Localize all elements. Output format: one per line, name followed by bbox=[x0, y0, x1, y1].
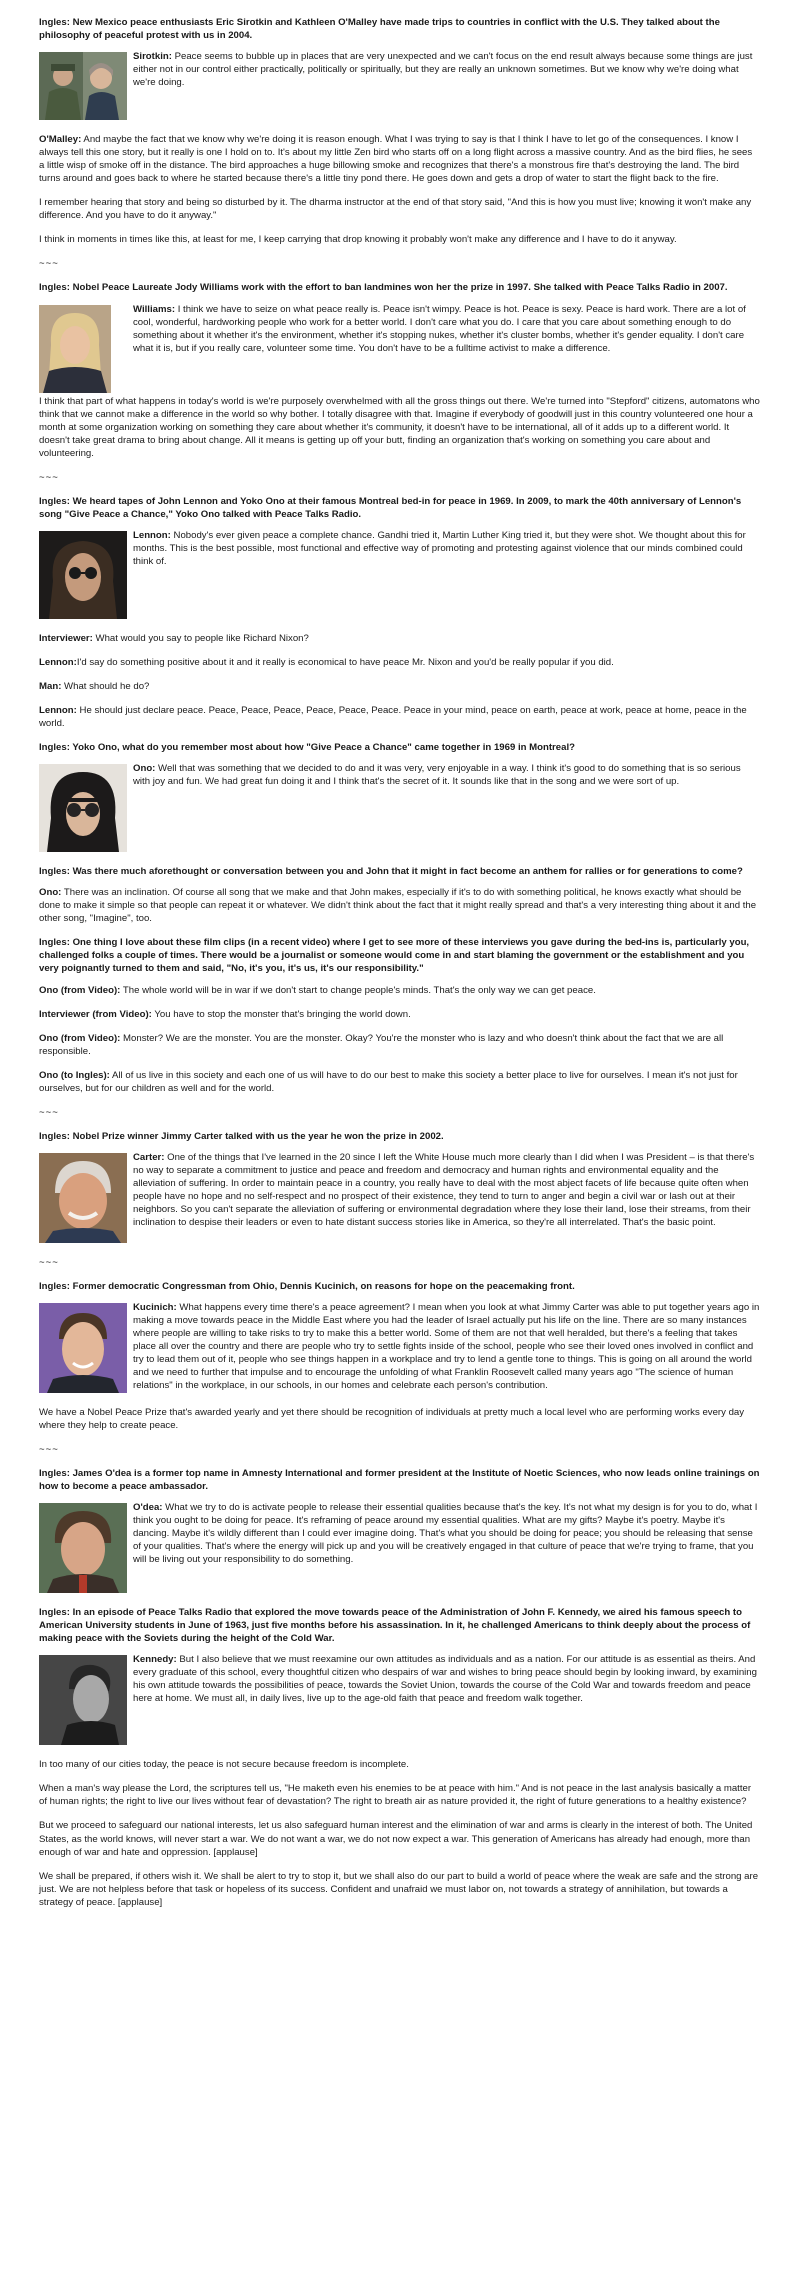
paragraph: We have a Nobel Peace Prize that's awarded yearly and yet there should be recognition of individuals at pretty much a local level who are performing works every day where they help to create peace. bbox=[39, 1406, 745, 1432]
speaker-label: Williams: bbox=[133, 303, 176, 315]
speech-text: The whole world will be in war if we don't start to change people's minds. That's the only way we can get peace. bbox=[120, 984, 596, 996]
speaker-label: Ono (to Ingles): bbox=[39, 1069, 110, 1081]
photo-carter bbox=[39, 1153, 127, 1243]
answer-block bbox=[39, 762, 760, 854]
section-intro: Ingles: We heard tapes of John Lennon and Yoko Ono at their famous Montreal bed-in for peace in 1969. In 2009, to mark the 40th anniversary of Lennon's song "Give Peace a Chance," Yoko Ono talked with Peace Talks Radio. bbox=[39, 495, 742, 520]
section-separator: ~~~ bbox=[39, 1106, 59, 1118]
paragraph: When a man's way please the Lord, the scriptures tell us, "He maketh even his enemies to be at peace with him." And is not peace in the last analysis basically a matter of human rights; the right to live our lives without fear of devastation? The right to breath air as nature provided it, the right of future generations to a healthy existence? bbox=[39, 1783, 752, 1808]
speech-text: All of us live in this society and each one of us will have to do our best to make this society a better place to live for ourselves. I mean it's not just for ourselves, but for our children as well and for the world. bbox=[39, 1069, 738, 1094]
paragraph: I remember hearing that story and being so disturbed by it. The dharma instructor at the end of that story said, "And this is how you must live; knowing it won't make any difference. And you have to do it anyway." bbox=[39, 197, 752, 222]
speech-text: What should he do? bbox=[61, 680, 150, 692]
answer-block bbox=[39, 1653, 760, 1747]
section-separator: ~~~ bbox=[39, 1444, 59, 1456]
speaker-label: Lennon: bbox=[39, 705, 77, 717]
section-intro: Ingles: James O'dea is a former top name in Amnesty International and former president at the Institute of Noetic Sciences, who now leads online trainings on how to become a peace ambassador. bbox=[39, 1468, 760, 1493]
question: Ingles: One thing I love about these film clips (in a recent video) where I get to see more of these interviews you gave during the bed-ins is, particularly you, challenged folks a couple of times. There would be a journalist or someone would come in and start blaming the government or the establishment and you very poignantly turned to them and said, "No, it's you, it's us, it's our responsibility." bbox=[39, 937, 750, 975]
answer-block bbox=[39, 1501, 760, 1595]
speech-text: There was an inclination. Of course all song that we make and that John makes, especially if it's to do with something political, he knows exactly what should be done to make it simple so that people can repeat it or whatever. We didn't think about the fact that it might really spread and that's a very interesting thing about it and the other song, "Imagine", too. bbox=[39, 887, 757, 925]
paragraph: We shall be prepared, if others wish it. We shall be alert to try to stop it, but we shall also do our part to build a world of peace where the weak are safe and the strong are just. We are not helpless before that task or hopeless of its success. Confident and unafraid we must labor on, not towards a strategy of annihilation, but towards a strategy of peace. [applause] bbox=[39, 1870, 759, 1908]
section-separator: ~~~ bbox=[39, 471, 59, 483]
speaker-label: Ono (from Video): bbox=[39, 1032, 121, 1044]
speech-text: Peace seems to bubble up in places that are very unexpected and we can't focus on the end result always because some things are just either not in our control either practically, politically or spiritually, but they are really an unknown sometimes. But we know why we're doing what we're doing. bbox=[133, 51, 753, 89]
speaker-label: Kennedy: bbox=[133, 1654, 177, 1666]
section-separator: ~~~ bbox=[39, 1256, 59, 1268]
paragraph: But we proceed to safeguard our national interests, let us also safeguard human interest and the elimination of war and arms is clearly in the interest of both. The United States, as the world knows, will never start a war. We do not want a war, we do not now expect a war. This generation of Americans has already had enough, more than enough of war and hate and oppression. [applause] bbox=[39, 1820, 753, 1858]
section-intro: Ingles: Former democratic Congressman from Ohio, Dennis Kucinich, on reasons for hope on the peacemaking front. bbox=[39, 1280, 575, 1292]
answer-block bbox=[39, 1151, 760, 1245]
speech-text: One of the things that I've learned in the 20 since I left the White House much more clearly than I did when I was President – is that there's no way to separate a commitment to justice and peace and freedom and democracy and human rights and environmental equality and the alleviation of suffering. In order to maintain peace in a country, you really have to deal with the most abject facets of life because quite often when people have no hope and no self-respect and no prospect of their existence, they tend to turn to anger and begin a civil war or lash out at their neighbors. So you can't separate the alleviation of suffering or environmental degradation where they lose their land, lose their streams, from their inclination to despise their leaders or even to hate distant success stories like in America, so they're all interrelated. That's the basic point. bbox=[133, 1151, 755, 1229]
speaker-label: Ono: bbox=[133, 763, 156, 775]
answer-block bbox=[39, 50, 760, 122]
photo-williams bbox=[39, 305, 127, 393]
speech-text: What we try to do is activate people to release their essential qualities because that's the key. It's not what my design is for you to do, what I think you ought to be doing for peace. It's reframing of peace around my essential qualities. What are my gifts? Maybe it's poetry. Maybe it's dancing. Maybe it's wildly different than I could ever imagine doing. That's what you should be doing for peace; you should be releasing that sense of your qualities. That's where the energy will pick up and you will be creatively engaged in that culture of peace that we're trying to frame, that you will be living out your responsibility to do something. bbox=[133, 1502, 758, 1566]
speaker-label: Lennon: bbox=[39, 656, 77, 668]
paragraph: In too many of our cities today, the peace is not secure because freedom is incomplete. bbox=[39, 1759, 409, 1771]
paragraph: I think in moments in times like this, at least for me, I keep carrying that drop knowing it probably won't make any difference and I have to do it anyway. bbox=[39, 234, 677, 246]
speaker-label: Ono (from Video): bbox=[39, 984, 121, 996]
speaker-label: Kucinich: bbox=[133, 1301, 177, 1313]
section-separator: ~~~ bbox=[39, 258, 59, 270]
speaker-label: Ono: bbox=[39, 887, 62, 899]
section-intro: Ingles: Nobel Peace Laureate Jody Williams work with the effort to ban landmines won her the prize in 1997. She talked with Peace Talks Radio in 2007. bbox=[39, 282, 728, 294]
photo-kennedy bbox=[39, 1655, 127, 1745]
speech-text: What happens every time there's a peace agreement? I mean when you look at what Jimmy Carter was able to put together years ago in making a move towards peace in the Middle East where you had the leader of Israel actually put his life on the line. There are so many instances where people are willing to take risks to try to make this a better world. Some of them are not that well heralded, but there's a feeling that takes place all over the country and there are people who try to settle fights inside of the school, people who see their loved ones involved in conflict and try to lead them out of it, people who see things happen in a workplace and try to lend a gentle tone to things. This is going on all around the world and we need to further that impulse and to encourage the unfolding of what Franklin Roosevelt called many years ago "The science of human relations" in the workplace, in our schools, in our homes and celebrate each person's contribution. bbox=[133, 1301, 760, 1392]
speech-text: I'd say do something positive about it and it really is economical to have peace Mr. Nixon and you'd be really popular if you did. bbox=[76, 656, 614, 668]
photo-lennon bbox=[39, 531, 127, 619]
speaker-label: Lennon: bbox=[133, 529, 171, 541]
speaker-label: Man: bbox=[39, 680, 62, 692]
photo-sirotkin-omalley bbox=[39, 52, 127, 120]
paragraph: I think that part of what happens in today's world is we're purposely overwhelmed with all the gross things out there. We're turned into "Stepford" citizens, automatons who think that we cannot make a difference in the world so why bother. I totally disagree with that. Imagine if everybody of goodwill just in this country volunteered one hour a month at some organization working on something they care about whether it's community, it doesn't have to be international, all of it adds up to a different world. It doesn't take great drama to bring about change. All it means is getting up off your butt, finding an organization that's working on something you care about and volunteering. bbox=[39, 395, 760, 459]
question: Ingles: Yoko Ono, what do you remember most about how "Give Peace a Chance" came together in 1969 in Montreal? bbox=[39, 742, 575, 754]
speech-text: But I also believe that we must reexamine our own attitudes as individuals and as a nation. For our attitude is as essential as theirs. And every graduate of this school, every thoughtful citizen who despairs of war and wishes to bring peace should begin by looking inward, by examining his own attitude towards the possibilities of peace, towards the Soviet Union, towards the course of the Cold War and towards freedom and peace here at home. We must all, in daily lives, live up to the age-old faith that peace and freedom walk together. bbox=[133, 1654, 757, 1705]
speaker-label: O'dea: bbox=[133, 1502, 163, 1514]
speech-text: You have to stop the monster that's bringing the world down. bbox=[151, 1008, 411, 1020]
photo-kucinich bbox=[39, 1303, 127, 1393]
speech-text: I think we have to seize on what peace really is. Peace isn't wimpy. Peace is hot. Peace is sexy. Peace is hard work. There are a lot of cool, wonderful, hardworking people who work for a better world. I don't care what you do. I care that you care about something enough to do something about it whether it's the environment, whether it's stopping nukes, whether it's cluster bombs, whether it's gender equality. I don't care what it is, but if you really care, volunteer some time. You don't have to be a fulltime activist to make a difference. bbox=[133, 303, 746, 354]
speaker-label: Interviewer (from Video): bbox=[39, 1008, 152, 1020]
question: Ingles: Was there much aforethought or conversation between you and John that it might in fact become an anthem for rallies or for generations to come? bbox=[39, 866, 743, 878]
section-intro: Ingles: In an episode of Peace Talks Radio that explored the move towards peace of the Administration of John F. Kennedy, we aired his famous speech to American University students in June of 1963, just five months before his assassination. In it, he challenged Americans to think deeply about the process of making peace with the Soviets during the height of the Cold War. bbox=[39, 1607, 751, 1645]
section-intro: Ingles: New Mexico peace enthusiasts Eric Sirotkin and Kathleen O'Malley have made trips to countries in conflict with the U.S. They talked about the philosophy of peaceful protest with us in 2004. bbox=[39, 17, 720, 42]
speech-text: And maybe the fact that we know why we're doing it is reason enough. What I was trying to say is that I think I have to let go of the consequences. I know I always tell this one story, but it really is one I hold on to. It's about my little Zen bird who starts off on a long flight across a massive country. And as the bird flies, he sees a little wisp of smoke off in the distance. The bird approaches a huge billowing smoke and recognizes that there's a monstrous fire that's destroying the land. The bird turns around and goes back to where he started because there's a little tiny pond there. He goes down and gets a drop of water to start the flight back to the fire. bbox=[39, 134, 753, 185]
speaker-label: O'Malley: bbox=[39, 134, 82, 146]
speech-text: What would you say to people like Richard Nixon? bbox=[92, 632, 309, 644]
photo-odea bbox=[39, 1503, 127, 1593]
speaker-label: Carter: bbox=[133, 1151, 165, 1163]
speech-text: He should just declare peace. Peace, Peace, Peace, Peace, Peace, Peace. Peace in your mind, peace on earth, peace at work, peace at home, peace in the world. bbox=[39, 705, 747, 730]
speech-text: Monster? We are the monster. You are the monster. Okay? You're the monster who is lazy and who doesn't think about the fact that we are all responsible. bbox=[39, 1032, 724, 1057]
speech-text: Nobody's ever given peace a complete chance. Gandhi tried it, Martin Luther King tried it, but they were shot. We thought about this for months. This is the best possible, most functional and effective way of promoting and protesting against violence that our minds combined could think of. bbox=[133, 529, 746, 567]
answer-block bbox=[39, 1301, 760, 1395]
speaker-label: Sirotkin: bbox=[133, 51, 172, 63]
photo-ono bbox=[39, 764, 127, 852]
speech-text: Well that was something that we decided to do and it was very, very enjoyable in a way. I think it's good to do something that is so serious with joy and fun. We had great fun doing it and I think that's the secret of it. It sounds like that in the song and we were sort of up. bbox=[133, 763, 741, 788]
section-intro: Ingles: Nobel Prize winner Jimmy Carter talked with us the year he won the prize in 2002. bbox=[39, 1130, 444, 1142]
speaker-label: Interviewer: bbox=[39, 632, 93, 644]
answer-block bbox=[39, 303, 760, 395]
answer-block bbox=[39, 529, 760, 621]
